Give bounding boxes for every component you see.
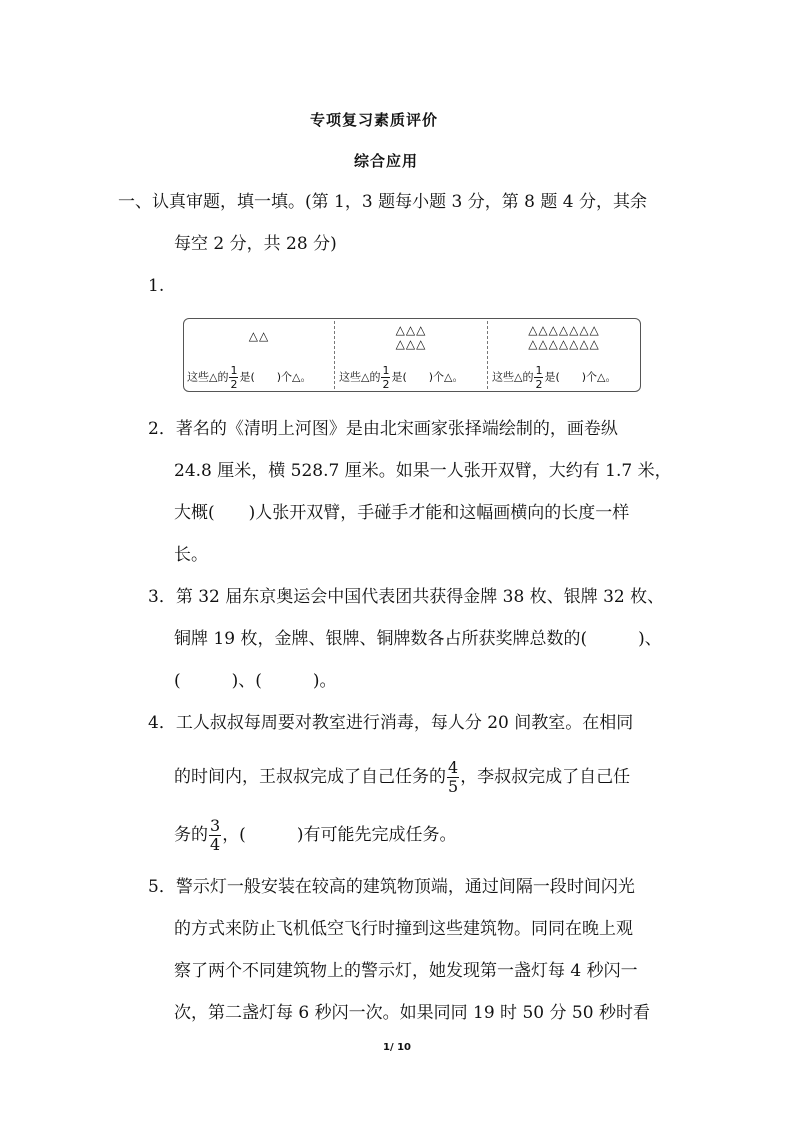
- q2-line3: 大概( )人张开双臂，手碰手才能和这幅画横向的长度一样: [174, 503, 630, 523]
- triangles-row: △△△△△△△: [528, 323, 600, 337]
- cell-caption: [187, 365, 312, 390]
- q4-line3: [174, 813, 456, 857]
- fraction-denominator: 5: [448, 777, 459, 796]
- caption-suffix: 是( )个△。: [544, 370, 617, 384]
- caption-prefix: 这些△的: [187, 370, 229, 384]
- cell-divider: [487, 321, 488, 389]
- fraction-denominator: 4: [210, 835, 221, 854]
- q5-line2: 的方式来防止飞机低空飞行时撞到这些建筑物。同同在晚上观: [174, 919, 633, 939]
- fraction-half: [229, 365, 238, 390]
- q3-line1: 3．第 32 届东京奥运会中国代表团共获得金牌 38 枚、银牌 32 枚、: [148, 587, 665, 607]
- q2-line2: 24.8 厘米，横 528.7 厘米。如果一人张开双臂，大约有 1.7 米，: [174, 461, 672, 481]
- fraction-denominator: 2: [535, 378, 543, 391]
- page-subtitle: 综合应用: [354, 152, 419, 170]
- triangle-cell-2: [336, 319, 486, 391]
- fraction-numerator: 1: [382, 364, 390, 377]
- q1-number: 1.: [148, 276, 165, 296]
- fraction-numerator: 1: [230, 364, 238, 377]
- q5-line4: 次，第二盏灯每 6 秒闪一次。如果同同 19 时 50 分 50 秒时看: [174, 1003, 650, 1023]
- fraction-numerator: 3: [210, 816, 221, 835]
- caption-suffix: 是( )个△。: [239, 370, 312, 384]
- triangle-table: [183, 318, 641, 392]
- fraction-half: [534, 365, 543, 390]
- q4-line2-suffix: ，李叔叔完成了自己任: [460, 767, 631, 787]
- triangles-row: △△△△△△△: [528, 337, 600, 351]
- q3-line2: 铜牌 19 枚，金牌、银牌、铜牌数各占所获奖牌总数的( )、: [174, 629, 662, 649]
- q4-line3-suffix: ，( )有可能先完成任务。: [222, 825, 457, 845]
- q4-line2-prefix: 的时间内，王叔叔完成了自己任务的: [174, 767, 446, 787]
- fraction-denominator: 2: [382, 378, 390, 391]
- page-number: 1/ 10: [383, 1042, 412, 1053]
- fraction-denominator: 2: [230, 378, 238, 391]
- triangles-row: △△: [248, 329, 270, 343]
- q4-line1: 4．工人叔叔每周要对教室进行消毒，每人分 20 间教室。在相同: [148, 713, 634, 733]
- page-title: 专项复习素质评价: [310, 111, 439, 129]
- triangles-row: △△△: [395, 337, 427, 351]
- cell-divider: [334, 321, 335, 389]
- triangle-cell-1: [184, 319, 334, 391]
- fraction-half: [381, 365, 390, 390]
- q2-line1: 2．著名的《清明上河图》是由北宋画家张择端绘制的，画卷纵: [148, 419, 618, 439]
- caption-prefix: 这些△的: [339, 370, 381, 384]
- fraction-numerator: 4: [448, 758, 459, 777]
- fraction-three-quarters: [209, 818, 221, 853]
- q4-line2: [174, 755, 630, 799]
- q5-line3: 察了两个不同建筑物上的警示灯，她发现第一盏灯每 4 秒闪一: [174, 961, 638, 981]
- q3-line3: ( )、( )。: [174, 671, 337, 691]
- section-heading-line2: 每空 2 分，共 28 分): [174, 234, 337, 254]
- caption-suffix: 是( )个△。: [391, 370, 464, 384]
- caption-prefix: 这些△的: [492, 370, 534, 384]
- q2-line4: 长。: [174, 545, 208, 565]
- triangle-cell-3: [489, 319, 639, 391]
- fraction-numerator: 1: [535, 364, 543, 377]
- cell-caption: [492, 365, 617, 390]
- fraction-four-fifths: [447, 760, 459, 795]
- q4-line3-prefix: 务的: [174, 825, 208, 845]
- q5-line1: 5．警示灯一般安装在较高的建筑物顶端，通过间隔一段时间闪光: [148, 877, 635, 897]
- section-heading-line1: 一、认真审题，填一填。(第 1，3 题每小题 3 分，第 8 题 4 分，其余: [118, 192, 647, 212]
- cell-caption: [339, 365, 464, 390]
- triangles-row: △△△: [395, 323, 427, 337]
